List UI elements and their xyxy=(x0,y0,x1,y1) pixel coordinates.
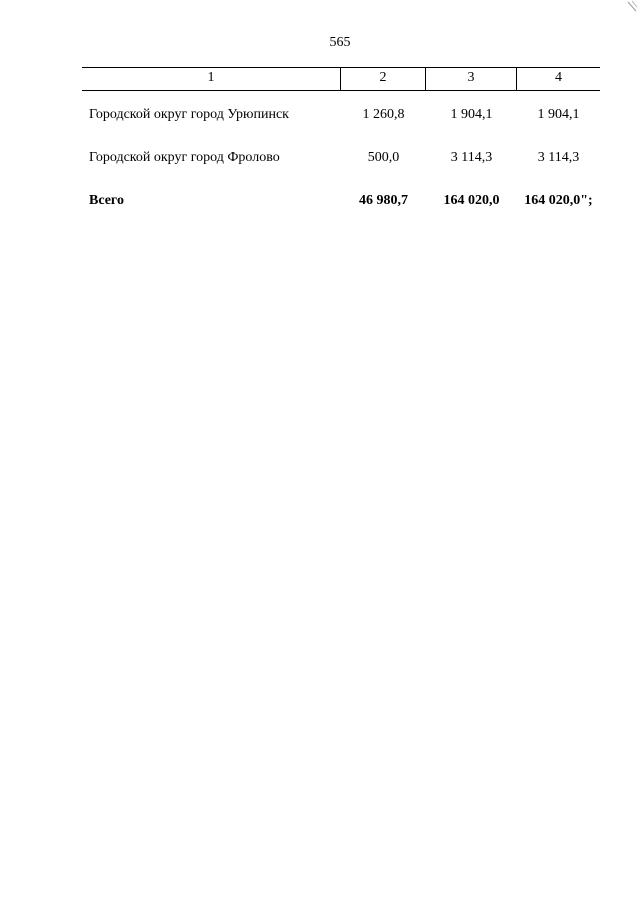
total-label: Всего xyxy=(89,193,124,208)
table-row xyxy=(82,104,600,125)
column-header-1: 1 xyxy=(82,68,341,90)
column-header-4: 4 xyxy=(555,70,562,85)
row-value-col3: 1 904,1 xyxy=(450,107,493,122)
row-value-col4: 1 904,1 xyxy=(537,107,580,122)
row-name: Городской округ город Фролово xyxy=(89,150,280,165)
budget-table xyxy=(82,67,600,208)
total-value-col2: 46 980,7 xyxy=(359,193,408,208)
table-header-row xyxy=(82,67,600,91)
row-value-col3: 3 114,3 xyxy=(450,150,493,165)
row-value-col2: 1 260,8 xyxy=(362,107,405,122)
total-value-col3: 164 020,0 xyxy=(443,193,500,208)
scan-corner-mark-icon xyxy=(626,0,638,14)
page-number: 565 xyxy=(329,35,351,50)
table-row xyxy=(82,147,600,168)
row-value-col4: 3 114,3 xyxy=(537,150,580,165)
column-header-3: 3 xyxy=(426,68,517,90)
total-value-col4: 164 020,0"; xyxy=(524,193,593,208)
table-total-row xyxy=(82,190,600,211)
row-name: Городской округ город Урюпинск xyxy=(89,107,289,122)
column-header-2: 2 xyxy=(341,68,426,90)
row-value-col2: 500,0 xyxy=(367,150,400,165)
